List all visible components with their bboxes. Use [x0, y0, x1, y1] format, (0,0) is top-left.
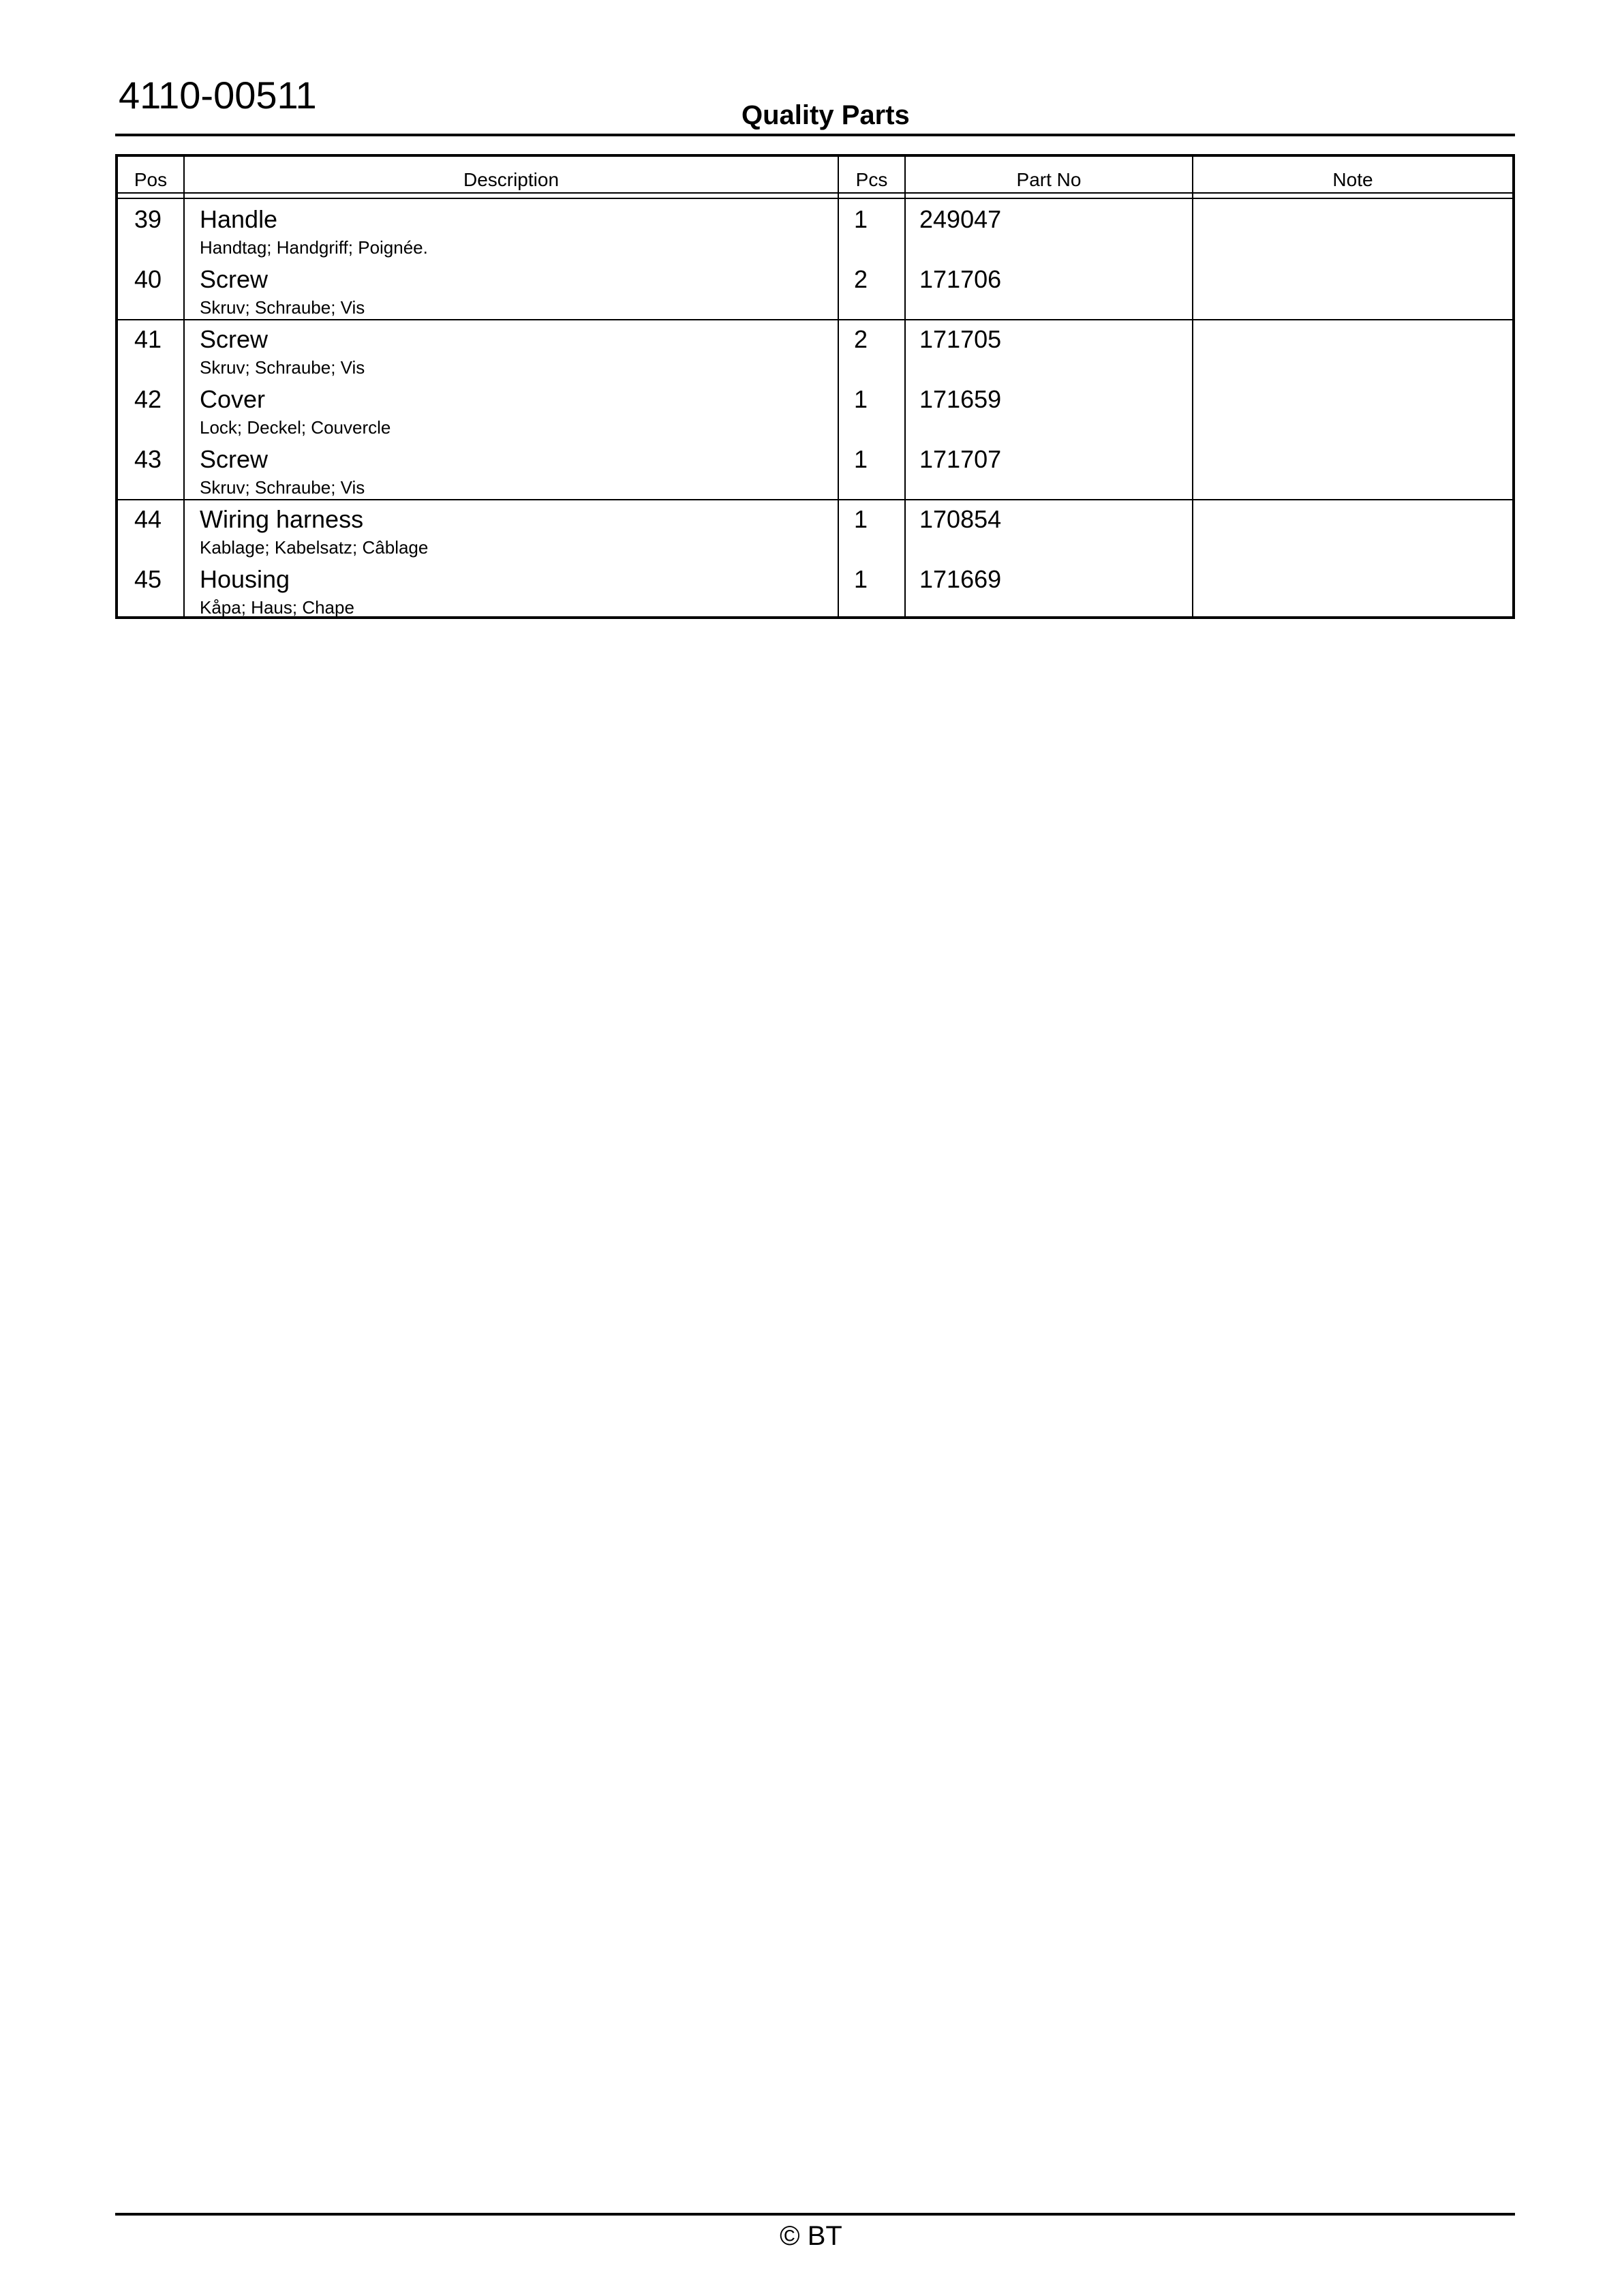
column-header-part-no: Part No	[1016, 169, 1082, 190]
table-row	[118, 199, 1512, 259]
page-title: Quality Parts	[741, 100, 910, 130]
pos-cell: 39	[134, 205, 162, 233]
description-cell	[200, 327, 365, 376]
column-header-pcs: Pcs	[855, 169, 888, 190]
part-translations: Kablage; Kabelsatz; Câblage	[200, 537, 429, 558]
pcs-cell: 1	[854, 205, 868, 233]
part-translations: Skruv; Schraube; Vis	[200, 357, 365, 378]
pcs-cell: 2	[854, 325, 868, 353]
pos-cell: 43	[134, 445, 162, 473]
pos-cell: 44	[134, 505, 162, 533]
table-row	[118, 319, 1512, 379]
part-translations: Lock; Deckel; Couvercle	[200, 417, 391, 438]
part-name: Housing	[200, 565, 290, 593]
table-row	[118, 259, 1512, 319]
part-number-cell: 249047	[919, 205, 1002, 233]
pos-cell: 41	[134, 325, 162, 353]
column-header-description: Description	[463, 169, 560, 190]
header-divider	[115, 134, 1515, 136]
part-number-cell: 171669	[919, 565, 1002, 593]
pcs-cell: 1	[854, 445, 868, 473]
pos-cell: 40	[134, 265, 162, 293]
part-translations: Handtag; Handgriff; Poignée.	[200, 237, 428, 258]
part-translations: Kåpa; Haus; Chape	[200, 597, 354, 618]
table-row	[118, 439, 1512, 499]
part-number-cell: 171705	[919, 325, 1002, 353]
part-number-cell: 171707	[919, 445, 1002, 473]
footer-divider	[115, 2213, 1515, 2216]
table-row	[118, 379, 1512, 439]
description-cell	[200, 447, 365, 496]
part-translations: Skruv; Schraube; Vis	[200, 477, 365, 498]
table-row	[118, 499, 1512, 559]
description-cell	[200, 567, 354, 616]
description-cell	[200, 387, 391, 436]
copyright-notice: © BT	[780, 2221, 842, 2251]
pcs-cell: 1	[854, 505, 868, 533]
pcs-cell: 1	[854, 565, 868, 593]
description-cell	[200, 207, 428, 256]
parts-table	[115, 154, 1515, 619]
part-translations: Skruv; Schraube; Vis	[200, 297, 365, 318]
part-name: Wiring harness	[200, 505, 364, 533]
part-number-cell: 171706	[919, 265, 1002, 293]
part-name: Screw	[200, 325, 269, 353]
table-row	[118, 559, 1512, 619]
pcs-cell: 2	[854, 265, 868, 293]
description-cell	[200, 267, 365, 316]
description-cell	[200, 507, 428, 556]
document-number: 4110-00511	[119, 74, 317, 117]
part-name: Screw	[200, 445, 269, 473]
table-header	[118, 157, 1512, 199]
column-header-note: Note	[1332, 169, 1373, 190]
column-header-pos: Pos	[134, 169, 168, 190]
part-number-cell: 170854	[919, 505, 1002, 533]
pos-cell: 45	[134, 565, 162, 593]
part-name: Screw	[200, 265, 269, 293]
pos-cell: 42	[134, 385, 162, 413]
part-name: Handle	[200, 205, 278, 233]
pcs-cell: 1	[854, 385, 868, 413]
part-number-cell: 171659	[919, 385, 1002, 413]
part-name: Cover	[200, 385, 266, 413]
